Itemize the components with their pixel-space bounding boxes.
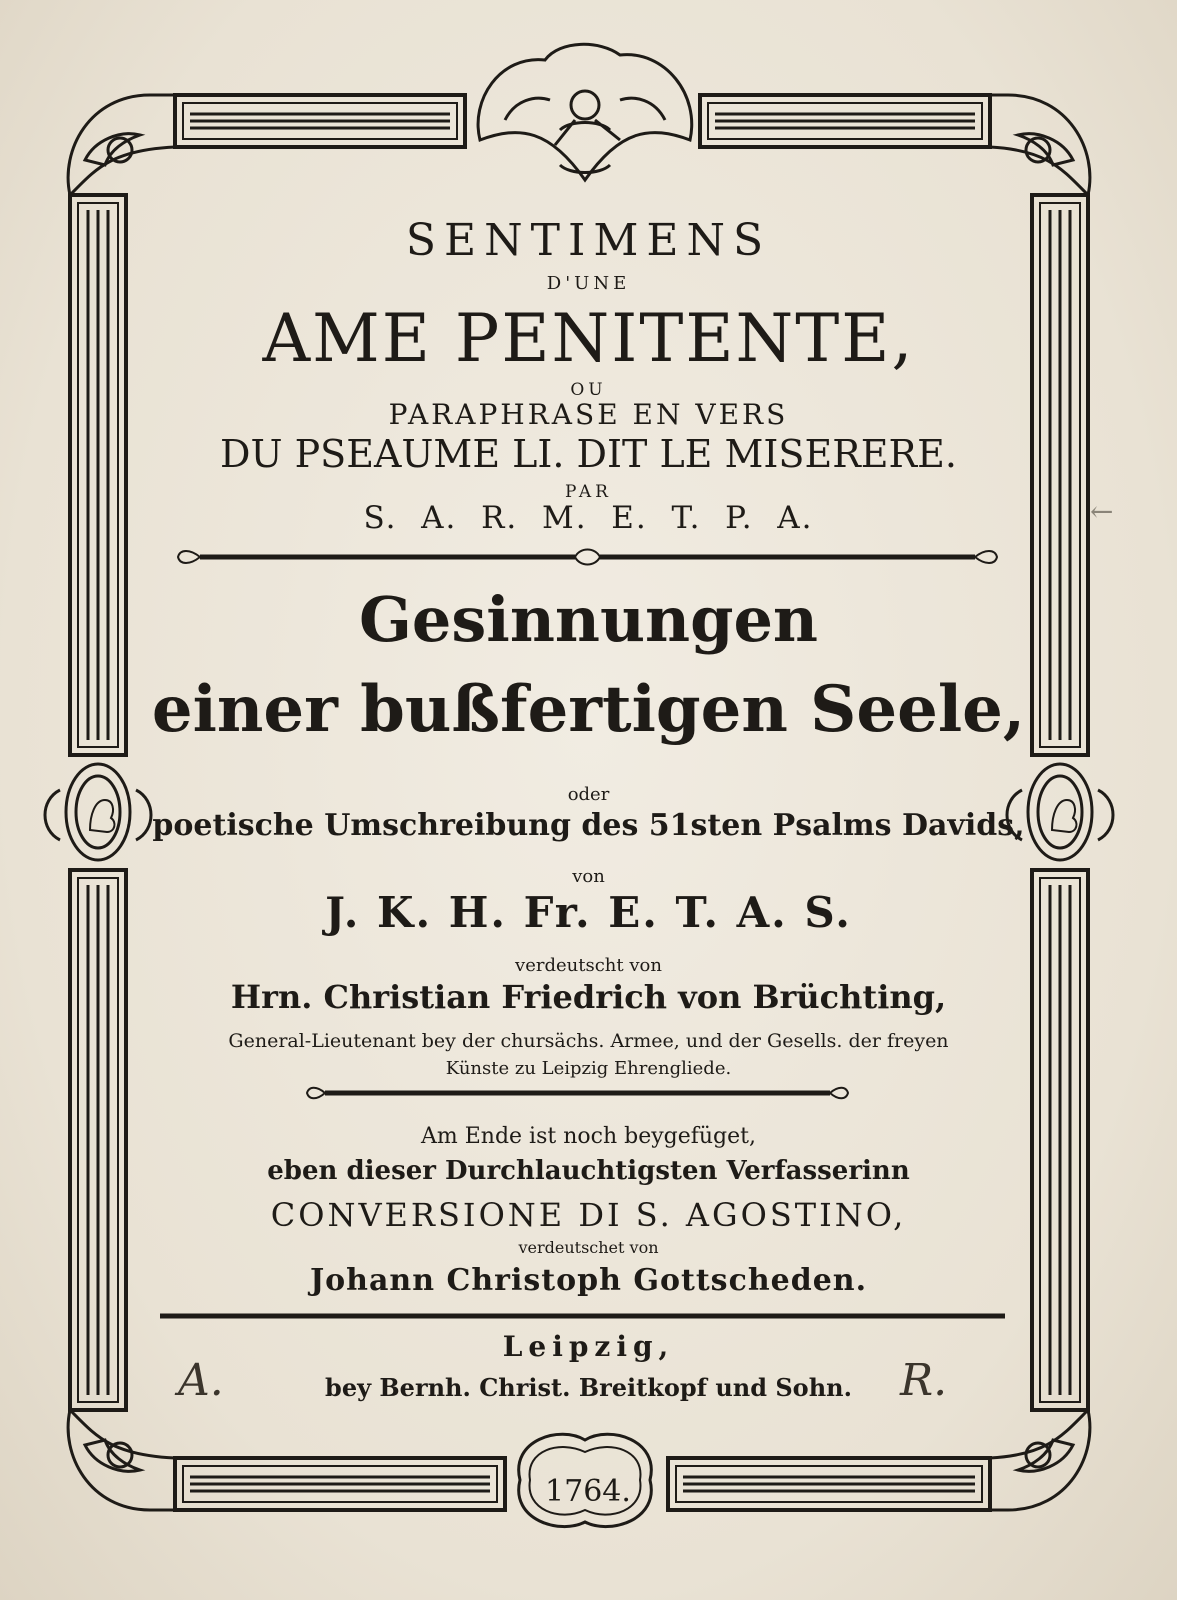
appendix-verfasserinn: eben dieser Durchlauchtigsten Verfasserinn [267, 1156, 910, 1186]
title-ou: OU [570, 380, 607, 400]
imprint-city: Leipzig, [502, 1330, 675, 1363]
imprint-publisher: bey Bernh. Christ. Breitkopf und Sohn. [325, 1373, 852, 1402]
title-d-une: D'UNE [546, 273, 631, 294]
imprint-year: 1764. [545, 1474, 631, 1509]
subtitle-oder: oder [567, 784, 610, 805]
appendix-verdeutschet: verdeutschet von [518, 1238, 659, 1257]
title-paraphrase: PARAPHRASE EN VERS [388, 398, 789, 431]
appendix-gottscheden: Johann Christoph Gottscheden. [309, 1263, 868, 1298]
title-gesinnungen: Gesinnungen [358, 583, 819, 656]
translator-rank-line1: General-Lieutenant bey der chursächs. Armee, und der Gesells. der freyen [228, 1030, 949, 1052]
title-bussfertigen-seele: einer bußfertigen Seele, [151, 672, 1026, 747]
translator-name: Hrn. Christian Friedrich von Brüchting, [230, 978, 947, 1016]
handwritten-mark-right: R. [900, 1355, 948, 1406]
title-ame-penitente: AME PENITENTE, [262, 300, 915, 377]
subtitle-umschreibung: poetische Umschreibung des 51sten Psalms Davids, [152, 808, 1025, 843]
pencil-arrow-mark: ← [1090, 495, 1114, 528]
title-author-initials: S. A. R. M. E. T. P. A. [363, 500, 814, 536]
verdeutscht-von: verdeutscht von [515, 955, 662, 976]
author-initials-german: J. K. H. Fr. E. T. A. S. [325, 888, 852, 937]
title-pseaume: DU PSEAUME LI. DIT LE MISERERE. [220, 432, 957, 476]
appendix-conversione: CONVERSIONE DI S. AGOSTINO, [270, 1196, 907, 1234]
title-par: PAR [565, 482, 612, 502]
handwritten-mark-left: A. [178, 1355, 224, 1406]
appendix-intro: Am Ende ist noch beygefüget, [420, 1124, 756, 1149]
title-sentimens: SENTIMENS [405, 215, 772, 266]
translator-rank-line2: Künste zu Leipzig Ehrengliede. [445, 1058, 732, 1079]
subtitle-von: von [572, 866, 605, 887]
